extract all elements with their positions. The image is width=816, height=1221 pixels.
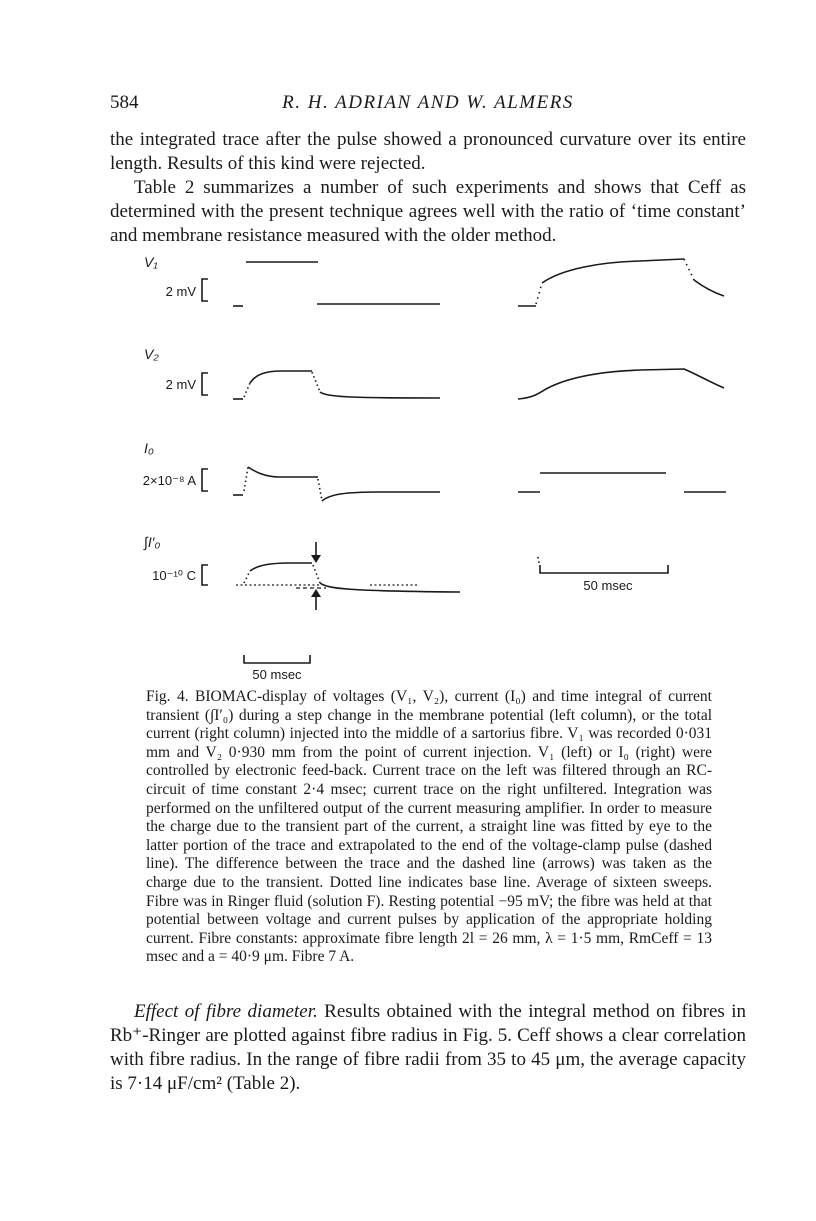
label-v1: V₁ (144, 254, 158, 270)
scale-i0: 2×10⁻⁸ A (142, 473, 196, 488)
label-integral: ∫I′₀ (144, 534, 161, 550)
paragraph-fibre-diameter (110, 1000, 746, 1096)
trace-integral-left-pulse (250, 563, 312, 571)
calibration-bracket-i0 (202, 469, 208, 491)
trace-v1-right-rise-dots (536, 283, 542, 304)
page-header (110, 92, 746, 118)
trace-integral-left-rise-dots (244, 571, 250, 583)
calibration-bracket-integral (202, 565, 208, 585)
trace-i0-left-drop-dots (318, 479, 322, 501)
figure-4-traces (100, 245, 750, 685)
trace-integral-left-post (320, 583, 460, 592)
paragraph-fibre-diameter-body: Results obtained with the integral method on fibres in Rb⁺-Ringer are plotted against fibre radius in Fig. 5. Ceff shows a clear correlation with fibre radius. In the range of fibre radii from 35 to 45 μm, the average capacity is 7·14 μF/cm² (Table 2). (110, 1001, 746, 1094)
label-i0: I₀ (144, 440, 154, 456)
trace-v2-right (518, 369, 724, 399)
trace-v2-left-pulse (250, 371, 312, 383)
timebar-left (244, 655, 310, 663)
calibration-bracket-v1 (202, 279, 208, 301)
paragraph-table-summary: Table 2 summarizes a number of such experiments and shows that Ceff as determined with the present technique agrees well with the ratio of ‘time constant’ and membrane resistance measured with the older method. (110, 177, 746, 246)
trace-v2-left-rise-dots (244, 383, 250, 397)
label-v2: V₂ (144, 346, 159, 362)
trace-integral-left-drop-dots (313, 565, 320, 583)
figure-4-caption: Fig. 4. BIOMAC-display of voltages (V₁, V₂), current (I₀) and time integral of current transient (∫I′₀) during a step change in the membrane potential (left column), or the total current (right column) injected into the middle of a sartorius fibre. V₁ was recorded 0·031 mm and V₂ 0·930 mm from the point of current injection. V₁ (left) or I₀ (right) were controlled by electronic feed-back. Current trace on the left was filtered through an RC-circuit of time constant 2·4 msec; current trace on the right unfiltered. Integration was performed on the unfiltered output of the current measuring amplifier. In order to measure the charge due to the transient part of the current, a straight line was fitted by eye to the latter portion of the trace and extrapolated to the end of the voltage-clamp pulse (dashed line). The difference between the trace and the dashed line (arrows) was taken as the charge due to the transient. Dotted line indicates base line. Average of sixteen sweeps. Fibre was in Ringer fluid (solution F). Resting potential −95 mV; the fibre was held at that potential between voltage and current pulses by application of the appropriate holding current. Fibre constants: approximate fibre length 2l = 26 mm, λ = 1·5 mm, RmCeff = 13 msec and a = 40·9 μm. Fibre 7 A. (146, 688, 712, 966)
trace-i0-left-pulse (248, 467, 318, 477)
scale-v1: 2 mV (165, 284, 196, 299)
arrow-down-head (311, 555, 321, 563)
paragraph-continuation: the integrated trace after the pulse showed a pronounced curvature over its entire length. Results of this kind were rejected. (110, 129, 746, 174)
trace-i0-left-rise-dots (244, 467, 248, 491)
trace-v1-right-decay (694, 280, 724, 296)
timebar-right (540, 565, 668, 573)
running-head: R. H. ADRIAN AND W. ALMERS (282, 92, 574, 113)
timebar-left-label: 50 msec (252, 667, 302, 682)
trace-v1-right-decay-dots (684, 259, 694, 280)
calibration-bracket-v2 (202, 373, 208, 395)
scale-integral: 10⁻¹⁰ C (152, 568, 196, 583)
arrow-up-head (311, 589, 321, 597)
trace-v1-right-rise (542, 259, 684, 283)
trace-v2-left-post (320, 392, 440, 398)
trace-v2-left-drop-dots (312, 372, 320, 392)
page-number: 584 (110, 92, 139, 113)
trace-integral-right-dot (538, 557, 539, 563)
scale-v2: 2 mV (165, 377, 196, 392)
trace-i0-left-post (322, 492, 440, 501)
section-runin-title: Effect of fibre diameter. (134, 1001, 318, 1022)
timebar-right-label: 50 msec (583, 578, 633, 593)
